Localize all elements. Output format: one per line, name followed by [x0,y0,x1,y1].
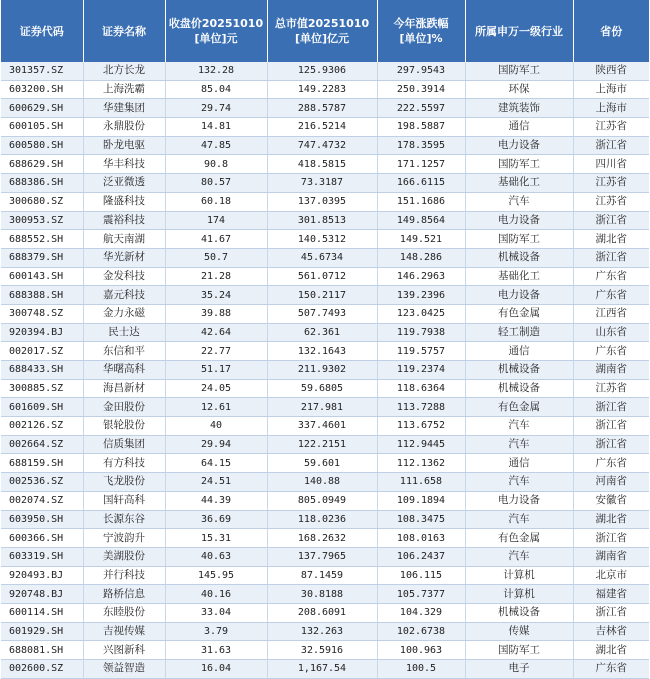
cell-name: 航天南湖 [83,230,165,249]
cell-province: 浙江省 [573,435,649,454]
cell-name: 金力永磁 [83,304,165,323]
cell-close-price: 16.04 [165,660,267,679]
cell-market-cap: 216.5214 [267,118,377,137]
cell-market-cap: 418.5815 [267,155,377,174]
cell-close-price: 14.81 [165,118,267,137]
cell-market-cap: 140.5312 [267,230,377,249]
cell-market-cap: 132.263 [267,622,377,641]
cell-code: 002600.SZ [1,660,83,679]
cell-province: 广东省 [573,286,649,305]
cell-code: 688433.SH [1,361,83,380]
cell-province: 湖北省 [573,510,649,529]
cell-close-price: 60.18 [165,192,267,211]
cell-code: 002664.SZ [1,435,83,454]
cell-industry: 汽车 [465,435,573,454]
cell-ytd-change: 108.3475 [377,510,465,529]
table-row [1,286,649,305]
cell-name: 长源东谷 [83,510,165,529]
cell-close-price: 24.05 [165,379,267,398]
cell-market-cap: 45.6734 [267,248,377,267]
table-row [1,510,649,529]
cell-ytd-change: 119.2374 [377,361,465,380]
table-row [1,118,649,137]
table-row [1,603,649,622]
cell-close-price: 24.51 [165,473,267,492]
table-row [1,585,649,604]
cell-name: 美湖股份 [83,547,165,566]
cell-market-cap: 59.6805 [267,379,377,398]
cell-close-price: 51.17 [165,361,267,380]
cell-province: 江西省 [573,304,649,323]
cell-close-price: 39.88 [165,304,267,323]
cell-code: 920493.BJ [1,566,83,585]
cell-market-cap: 137.0395 [267,192,377,211]
table-row [1,267,649,286]
cell-province: 广东省 [573,454,649,473]
header-ytd-line1: 今年涨跌幅 [393,17,449,30]
cell-industry: 汽车 [465,473,573,492]
cell-name: 华丰科技 [83,155,165,174]
cell-ytd-change: 119.7938 [377,323,465,342]
cell-market-cap: 217.981 [267,398,377,417]
cell-industry: 建筑装饰 [465,99,573,118]
cell-industry: 汽车 [465,417,573,436]
cell-market-cap: 561.0712 [267,267,377,286]
cell-market-cap: 122.2151 [267,435,377,454]
cell-code: 601609.SH [1,398,83,417]
table-row [1,248,649,267]
cell-code: 688388.SH [1,286,83,305]
cell-province: 浙江省 [573,248,649,267]
table-row [1,417,649,436]
table-row [1,136,649,155]
cell-name: 华光新材 [83,248,165,267]
cell-name: 东睦股份 [83,603,165,622]
cell-code: 600580.SH [1,136,83,155]
cell-code: 603200.SH [1,80,83,99]
cell-close-price: 29.74 [165,99,267,118]
cell-ytd-change: 146.2963 [377,267,465,286]
cell-province: 湖北省 [573,230,649,249]
table-row [1,192,649,211]
cell-market-cap: 125.9306 [267,62,377,80]
cell-close-price: 174 [165,211,267,230]
cell-name: 永鼎股份 [83,118,165,137]
cell-close-price: 31.63 [165,641,267,660]
cell-industry: 基础化工 [465,267,573,286]
table-row [1,99,649,118]
table-row [1,622,649,641]
cell-code: 603319.SH [1,547,83,566]
cell-name: 银轮股份 [83,417,165,436]
cell-province: 江苏省 [573,192,649,211]
cell-code: 688081.SH [1,641,83,660]
cell-ytd-change: 102.6738 [377,622,465,641]
table-row [1,155,649,174]
cell-market-cap: 73.3187 [267,174,377,193]
header-close-price [165,0,267,62]
cell-ytd-change: 123.0425 [377,304,465,323]
cell-name: 有方科技 [83,454,165,473]
table-body [1,62,649,678]
cell-code: 600105.SH [1,118,83,137]
cell-code: 688159.SH [1,454,83,473]
cell-code: 688629.SH [1,155,83,174]
cell-code: 688552.SH [1,230,83,249]
cell-close-price: 15.31 [165,529,267,548]
cell-province: 浙江省 [573,529,649,548]
cell-code: 688386.SH [1,174,83,193]
header-close-line1: 收盘价20251010 [168,17,264,30]
cell-code: 920394.BJ [1,323,83,342]
cell-industry: 国防军工 [465,62,573,80]
cell-code: 002017.SZ [1,342,83,361]
cell-name: 宁波韵升 [83,529,165,548]
cell-name: 华建集团 [83,99,165,118]
cell-close-price: 42.64 [165,323,267,342]
cell-name: 民士达 [83,323,165,342]
cell-ytd-change: 108.0163 [377,529,465,548]
cell-province: 浙江省 [573,603,649,622]
cell-ytd-change: 113.7288 [377,398,465,417]
table-row [1,62,649,80]
cell-industry: 机械设备 [465,248,573,267]
cell-province: 四川省 [573,155,649,174]
cell-market-cap: 149.2283 [267,80,377,99]
cell-name: 华曙高科 [83,361,165,380]
header-industry [465,0,573,62]
cell-market-cap: 211.9302 [267,361,377,380]
cell-code: 600366.SH [1,529,83,548]
cell-province: 上海市 [573,99,649,118]
cell-province: 广东省 [573,267,649,286]
cell-industry: 机械设备 [465,603,573,622]
cell-ytd-change: 111.658 [377,473,465,492]
cell-name: 兴图新科 [83,641,165,660]
cell-industry: 有色金属 [465,304,573,323]
cell-name: 金发科技 [83,267,165,286]
cell-name: 金田股份 [83,398,165,417]
cell-close-price: 40 [165,417,267,436]
header-code [1,0,83,62]
cell-close-price: 85.04 [165,80,267,99]
cell-code: 920748.BJ [1,585,83,604]
cell-industry: 环保 [465,80,573,99]
cell-code: 002126.SZ [1,417,83,436]
cell-province: 河南省 [573,473,649,492]
table-row [1,491,649,510]
cell-industry: 机械设备 [465,361,573,380]
cell-name: 路桥信息 [83,585,165,604]
cell-name: 北方长龙 [83,62,165,80]
table-row [1,323,649,342]
cell-ytd-change: 139.2396 [377,286,465,305]
cell-province: 广东省 [573,660,649,679]
cell-code: 603950.SH [1,510,83,529]
cell-ytd-change: 250.3914 [377,80,465,99]
cell-code: 300748.SZ [1,304,83,323]
cell-name: 信质集团 [83,435,165,454]
cell-ytd-change: 112.9445 [377,435,465,454]
table-row [1,361,649,380]
cell-industry: 汽车 [465,510,573,529]
header-mcap-line1: 总市值20251010 [274,17,370,30]
header-mcap-line2: [单位]亿元 [294,32,350,45]
cell-industry: 基础化工 [465,174,573,193]
cell-market-cap: 208.6091 [267,603,377,622]
cell-code: 600114.SH [1,603,83,622]
cell-ytd-change: 100.963 [377,641,465,660]
cell-industry: 计算机 [465,566,573,585]
cell-ytd-change: 105.7377 [377,585,465,604]
cell-ytd-change: 109.1894 [377,491,465,510]
cell-name: 上海洗霸 [83,80,165,99]
cell-close-price: 36.69 [165,510,267,529]
cell-industry: 通信 [465,454,573,473]
header-name-label: 证券名称 [102,24,146,38]
table-row [1,547,649,566]
cell-ytd-change: 166.6115 [377,174,465,193]
cell-market-cap: 137.7965 [267,547,377,566]
cell-province: 山东省 [573,323,649,342]
cell-close-price: 33.04 [165,603,267,622]
cell-close-price: 3.79 [165,622,267,641]
cell-province: 江苏省 [573,174,649,193]
cell-market-cap: 150.2117 [267,286,377,305]
cell-code: 002536.SZ [1,473,83,492]
cell-code: 600629.SH [1,99,83,118]
cell-close-price: 40.16 [165,585,267,604]
cell-industry: 传媒 [465,622,573,641]
cell-industry: 有色金属 [465,529,573,548]
cell-province: 江苏省 [573,379,649,398]
cell-market-cap: 168.2632 [267,529,377,548]
cell-industry: 汽车 [465,547,573,566]
cell-industry: 通信 [465,118,573,137]
cell-province: 浙江省 [573,417,649,436]
cell-ytd-change: 297.9543 [377,62,465,80]
cell-name: 隆盛科技 [83,192,165,211]
cell-market-cap: 59.601 [267,454,377,473]
cell-name: 国轩高科 [83,491,165,510]
cell-ytd-change: 149.521 [377,230,465,249]
cell-name: 海昌新材 [83,379,165,398]
cell-code: 601929.SH [1,622,83,641]
cell-province: 上海市 [573,80,649,99]
cell-name: 飞龙股份 [83,473,165,492]
table-row [1,641,649,660]
cell-province: 广东省 [573,342,649,361]
cell-code: 300680.SZ [1,192,83,211]
cell-close-price: 132.28 [165,62,267,80]
cell-industry: 汽车 [465,192,573,211]
cell-industry: 电力设备 [465,211,573,230]
cell-close-price: 50.7 [165,248,267,267]
cell-province: 浙江省 [573,136,649,155]
cell-close-price: 47.85 [165,136,267,155]
cell-name: 领益智造 [83,660,165,679]
cell-ytd-change: 222.5597 [377,99,465,118]
cell-ytd-change: 119.5757 [377,342,465,361]
cell-ytd-change: 171.1257 [377,155,465,174]
header-ytd-change [377,0,465,62]
cell-close-price: 44.39 [165,491,267,510]
cell-code: 300885.SZ [1,379,83,398]
cell-close-price: 64.15 [165,454,267,473]
cell-market-cap: 32.5916 [267,641,377,660]
cell-name: 东信和平 [83,342,165,361]
cell-industry: 有色金属 [465,398,573,417]
cell-market-cap: 747.4732 [267,136,377,155]
cell-industry: 国防军工 [465,641,573,660]
cell-province: 安徽省 [573,491,649,510]
cell-close-price: 41.67 [165,230,267,249]
cell-code: 301357.SZ [1,62,83,80]
header-row [1,0,649,62]
cell-ytd-change: 100.5 [377,660,465,679]
cell-industry: 电力设备 [465,136,573,155]
header-code-label: 证券代码 [19,24,64,38]
cell-market-cap: 288.5787 [267,99,377,118]
table-row [1,342,649,361]
cell-province: 江苏省 [573,118,649,137]
cell-province: 湖南省 [573,361,649,380]
cell-industry: 国防军工 [465,155,573,174]
table-row [1,398,649,417]
header-ytd-line2: [单位]% [399,32,443,45]
cell-industry: 通信 [465,342,573,361]
header-industry-label: 所属申万一级行业 [475,24,563,38]
cell-province: 福建省 [573,585,649,604]
cell-ytd-change: 118.6364 [377,379,465,398]
header-close-line2: [单位]元 [194,32,238,45]
table-row [1,566,649,585]
cell-close-price: 21.28 [165,267,267,286]
cell-name: 震裕科技 [83,211,165,230]
cell-close-price: 145.95 [165,566,267,585]
cell-ytd-change: 148.286 [377,248,465,267]
cell-industry: 电力设备 [465,491,573,510]
header-name [83,0,165,62]
table-header [1,0,649,62]
cell-close-price: 90.8 [165,155,267,174]
table-row [1,454,649,473]
cell-industry: 电力设备 [465,286,573,305]
cell-market-cap: 507.7493 [267,304,377,323]
header-market-cap [267,0,377,62]
cell-name: 嘉元科技 [83,286,165,305]
cell-market-cap: 805.0949 [267,491,377,510]
cell-province: 吉林省 [573,622,649,641]
cell-industry: 电子 [465,660,573,679]
cell-close-price: 12.61 [165,398,267,417]
cell-market-cap: 140.88 [267,473,377,492]
cell-ytd-change: 112.1362 [377,454,465,473]
cell-market-cap: 132.1643 [267,342,377,361]
table-row [1,379,649,398]
cell-ytd-change: 178.3595 [377,136,465,155]
cell-industry: 国防军工 [465,230,573,249]
cell-province: 浙江省 [573,211,649,230]
cell-close-price: 29.94 [165,435,267,454]
cell-ytd-change: 198.5887 [377,118,465,137]
table-row [1,529,649,548]
cell-close-price: 80.57 [165,174,267,193]
cell-market-cap: 337.4601 [267,417,377,436]
cell-name: 并行科技 [83,566,165,585]
cell-province: 浙江省 [573,398,649,417]
cell-province: 北京市 [573,566,649,585]
cell-market-cap: 62.361 [267,323,377,342]
cell-ytd-change: 104.329 [377,603,465,622]
cell-ytd-change: 106.115 [377,566,465,585]
cell-industry: 机械设备 [465,379,573,398]
table-row [1,80,649,99]
cell-industry: 轻工制造 [465,323,573,342]
cell-market-cap: 87.1459 [267,566,377,585]
cell-ytd-change: 151.1686 [377,192,465,211]
cell-ytd-change: 149.8564 [377,211,465,230]
cell-code: 600143.SH [1,267,83,286]
cell-ytd-change: 113.6752 [377,417,465,436]
table-row [1,230,649,249]
table-row [1,211,649,230]
cell-code: 300953.SZ [1,211,83,230]
cell-industry: 计算机 [465,585,573,604]
cell-market-cap: 1,167.54 [267,660,377,679]
cell-market-cap: 301.8513 [267,211,377,230]
cell-province: 湖北省 [573,641,649,660]
header-province [573,0,649,62]
table-row [1,304,649,323]
cell-close-price: 35.24 [165,286,267,305]
table-row [1,660,649,679]
cell-name: 吉视传媒 [83,622,165,641]
table-row [1,174,649,193]
table-row [1,435,649,454]
cell-name: 卧龙电驱 [83,136,165,155]
cell-province: 湖南省 [573,547,649,566]
cell-code: 002074.SZ [1,491,83,510]
cell-code: 688379.SH [1,248,83,267]
table-row [1,473,649,492]
cell-province: 陕西省 [573,62,649,80]
cell-market-cap: 30.8188 [267,585,377,604]
cell-ytd-change: 106.2437 [377,547,465,566]
header-province-label: 省份 [600,24,623,38]
cell-close-price: 40.63 [165,547,267,566]
cell-name: 泛亚微透 [83,174,165,193]
cell-close-price: 22.77 [165,342,267,361]
stock-ranking-table [1,0,649,679]
cell-market-cap: 118.0236 [267,510,377,529]
